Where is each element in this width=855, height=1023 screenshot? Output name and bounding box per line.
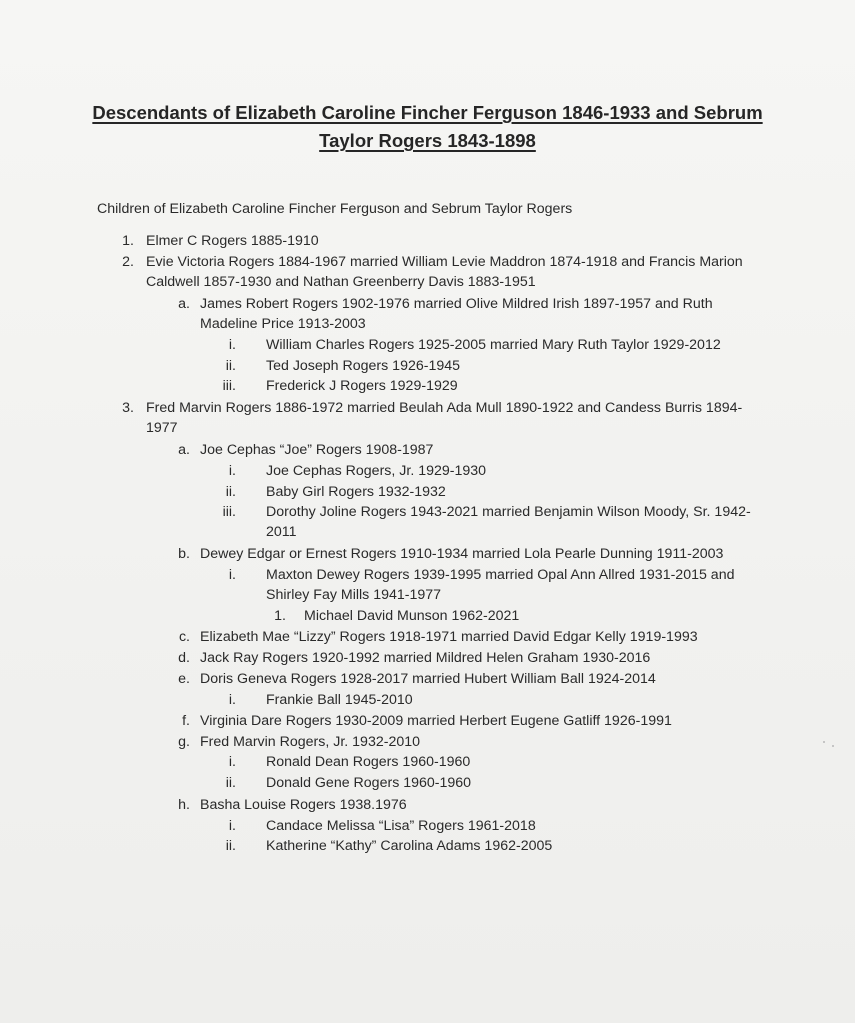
list-item: Joe Cephas Rogers, Jr. 1929-1930 (266, 463, 487, 479)
list-marker: i. (228, 692, 236, 708)
list-item: William Charles Rogers 1925-2005 married Mary Ruth Taylor 1929-2012 (266, 337, 721, 353)
intro-text: Children of Elizabeth Caroline Fincher Ferguson and Sebrum Taylor Rogers (97, 201, 573, 217)
list-item: Evie Victoria Rogers 1884-1967 married William Levie Maddron 1874-1918 and Francis Marion (146, 254, 743, 270)
list-marker: i. (228, 818, 236, 834)
list-item: James Robert Rogers 1902-1976 married Olive Mildred Irish 1897-1957 and Ruth (200, 296, 713, 312)
list-marker: e. (178, 671, 190, 687)
list-marker: b. (178, 546, 190, 562)
list-item: Elizabeth Mae “Lizzy” Rogers 1918-1971 married David Edgar Kelly 1919-1993 (200, 629, 698, 645)
list-marker: g. (178, 734, 190, 750)
list-item: Frankie Ball 1945-2010 (266, 692, 413, 708)
document-title (0, 99, 855, 155)
list-marker: c. (178, 629, 190, 645)
list-item-continuation: 2011 (266, 524, 297, 540)
list-item-continuation: 1977 (146, 420, 178, 436)
list-item: Fred Marvin Rogers, Jr. 1932-2010 (200, 734, 421, 750)
list-item: Ronald Dean Rogers 1960-1960 (266, 754, 471, 770)
list-marker: a. (178, 442, 190, 458)
list-marker: ii. (225, 775, 236, 791)
list-item: Donald Gene Rogers 1960-1960 (266, 775, 472, 791)
list-item: Dewey Edgar or Ernest Rogers 1910-1934 married Lola Pearle Dunning 1911-2003 (200, 546, 724, 562)
list-item: Frederick J Rogers 1929-1929 (266, 378, 458, 394)
list-item: Virginia Dare Rogers 1930-2009 married Herbert Eugene Gatliff 1926-1991 (200, 713, 672, 729)
list-marker: ii. (225, 484, 236, 500)
list-item-continuation: Madeline Price 1913-2003 (200, 316, 366, 332)
list-marker: ii. (225, 358, 236, 374)
list-marker: i. (228, 754, 236, 770)
scan-speck (832, 745, 834, 747)
list-item-continuation: Caldwell 1857-1930 and Nathan Greenberry Davis 1883-1951 (146, 274, 536, 290)
list-marker: 1. (122, 233, 134, 249)
list-item: Maxton Dewey Rogers 1939-1995 married Opal Ann Allred 1931-2015 and (266, 567, 735, 583)
list-marker: d. (178, 650, 190, 666)
list-marker: i. (228, 463, 236, 479)
list-marker: iii. (222, 504, 236, 520)
list-marker: a. (178, 296, 190, 312)
list-marker: iii. (222, 378, 236, 394)
list-marker: f. (182, 713, 190, 729)
list-item: Basha Louise Rogers 1938.1976 (200, 797, 407, 813)
list-marker: h. (178, 797, 190, 813)
title-line-2: Taylor Rogers 1843-1898 (319, 130, 536, 151)
list-marker: 2. (122, 254, 134, 270)
list-item: Doris Geneva Rogers 1928-2017 married Hubert William Ball 1924-2014 (200, 671, 656, 687)
list-marker: ii. (225, 838, 236, 854)
list-marker: i. (228, 567, 236, 583)
list-marker: i. (228, 337, 236, 353)
list-marker: 1. (274, 608, 286, 624)
list-item: Joe Cephas “Joe” Rogers 1908-1987 (200, 442, 434, 458)
list-item: Jack Ray Rogers 1920-1992 married Mildred Helen Graham 1930-2016 (200, 650, 651, 666)
list-item: Ted Joseph Rogers 1926-1945 (266, 358, 461, 374)
list-item: Elmer C Rogers 1885-1910 (146, 233, 319, 249)
list-item: Michael David Munson 1962-2021 (304, 608, 520, 624)
title-line-1: Descendants of Elizabeth Caroline Fincher Ferguson 1846-1933 and Sebrum (92, 102, 763, 123)
list-item: Candace Melissa “Lisa” Rogers 1961-2018 (266, 818, 536, 834)
list-item: Dorothy Joline Rogers 1943-2021 married Benjamin Wilson Moody, Sr. 1942- (266, 504, 751, 520)
list-item-continuation: Shirley Fay Mills 1941-1977 (266, 587, 442, 603)
list-item: Fred Marvin Rogers 1886-1972 married Beulah Ada Mull 1890-1922 and Candess Burris 1894- (146, 400, 743, 416)
scan-speck (823, 741, 825, 743)
list-item: Baby Girl Rogers 1932-1932 (266, 484, 446, 500)
list-marker: 3. (122, 400, 134, 416)
list-item: Katherine “Kathy” Carolina Adams 1962-2005 (266, 838, 553, 854)
